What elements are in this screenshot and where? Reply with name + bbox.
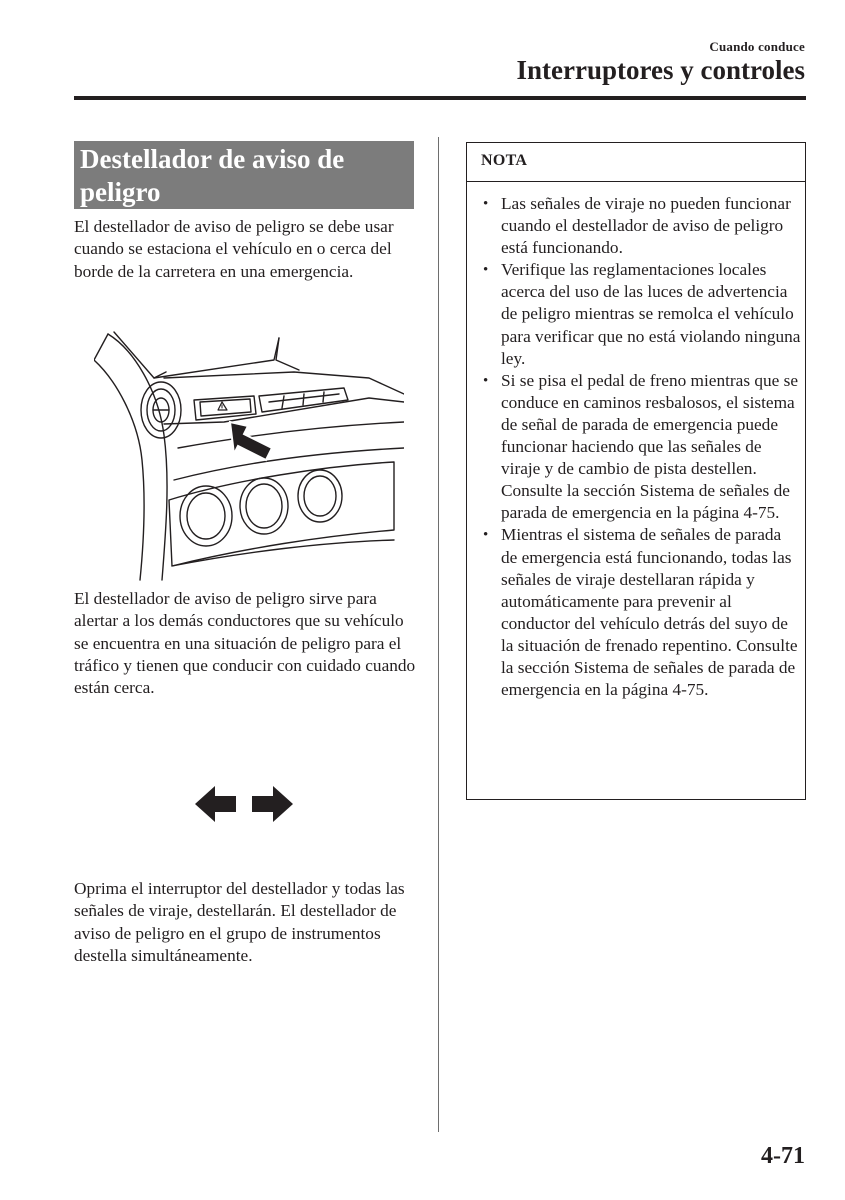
note-box xyxy=(466,142,806,800)
running-header-section: Cuando conduce xyxy=(709,39,805,54)
section-heading: Destellador de aviso de peligro xyxy=(74,141,414,209)
header-rule xyxy=(74,96,806,100)
turn-signal-arrows-icon xyxy=(195,784,295,824)
note-item xyxy=(479,193,801,259)
note-title: NOTA xyxy=(481,152,528,169)
note-rule xyxy=(467,181,805,182)
note-item-text: Las señales de viraje no pueden funcionar cuando el destellador de aviso de peligro está funcionando. xyxy=(501,194,791,258)
bullet-icon: • xyxy=(483,262,489,279)
pointer-arrow-icon xyxy=(230,422,272,460)
intro-paragraph: El destellador de aviso de peligro se debe usar cuando se estaciona el vehículo en o cerca del borde de la carretera en una emergencia. xyxy=(74,217,394,281)
bullet-icon: • xyxy=(483,527,489,544)
note-item xyxy=(479,370,801,525)
page-number: 4-71 xyxy=(761,1143,805,1169)
dashboard-hazard-switch-illustration xyxy=(94,330,404,588)
column-divider xyxy=(438,137,439,1132)
note-list xyxy=(479,193,801,701)
operation-paragraph: Oprima el interruptor del destellador y todas las señales de viraje, destellarán. El destellador de aviso de peligro en el grupo de instrumentos destella simultáneamente. xyxy=(74,879,405,965)
note-item-text: Mientras el sistema de señales de parada de emergencia está funcionando, todas las señales de viraje destellaran rápida y automáticamente para prevenir al conductor del vehículo detrás del suyo de la situación de frenado repentino. Consulte la sección Sistema de señales de parada de emergencia en la página 4-75. xyxy=(501,525,798,700)
running-header-title: Interruptores y controles xyxy=(516,55,805,85)
note-item-text: Si se pisa el pedal de freno mientras que se conduce en caminos resbalosos, el sistema de señal de parada de emergencia puede funcionar haciendo que las señales de viraje y de cambio de pista destellen. Consulte la sección Sistema de señales de parada de emergencia en la página 4-75. xyxy=(501,370,799,523)
note-item xyxy=(479,259,801,369)
bullet-icon: • xyxy=(483,372,489,389)
note-item-text: Verifique las reglamentaciones locales acerca del uso de las luces de advertencia de peligro mientras se remolca el vehículo para verificar que no está violando ninguna ley. xyxy=(501,260,801,368)
note-item xyxy=(479,524,801,701)
alert-paragraph: El destellador de aviso de peligro sirve para alertar a los demás conductores que su vehículo se encuentra en una situación de peligro para el tráfico y tienen que conducir con cuidado cuando están cerca. xyxy=(74,589,416,698)
bullet-icon: • xyxy=(483,196,489,212)
